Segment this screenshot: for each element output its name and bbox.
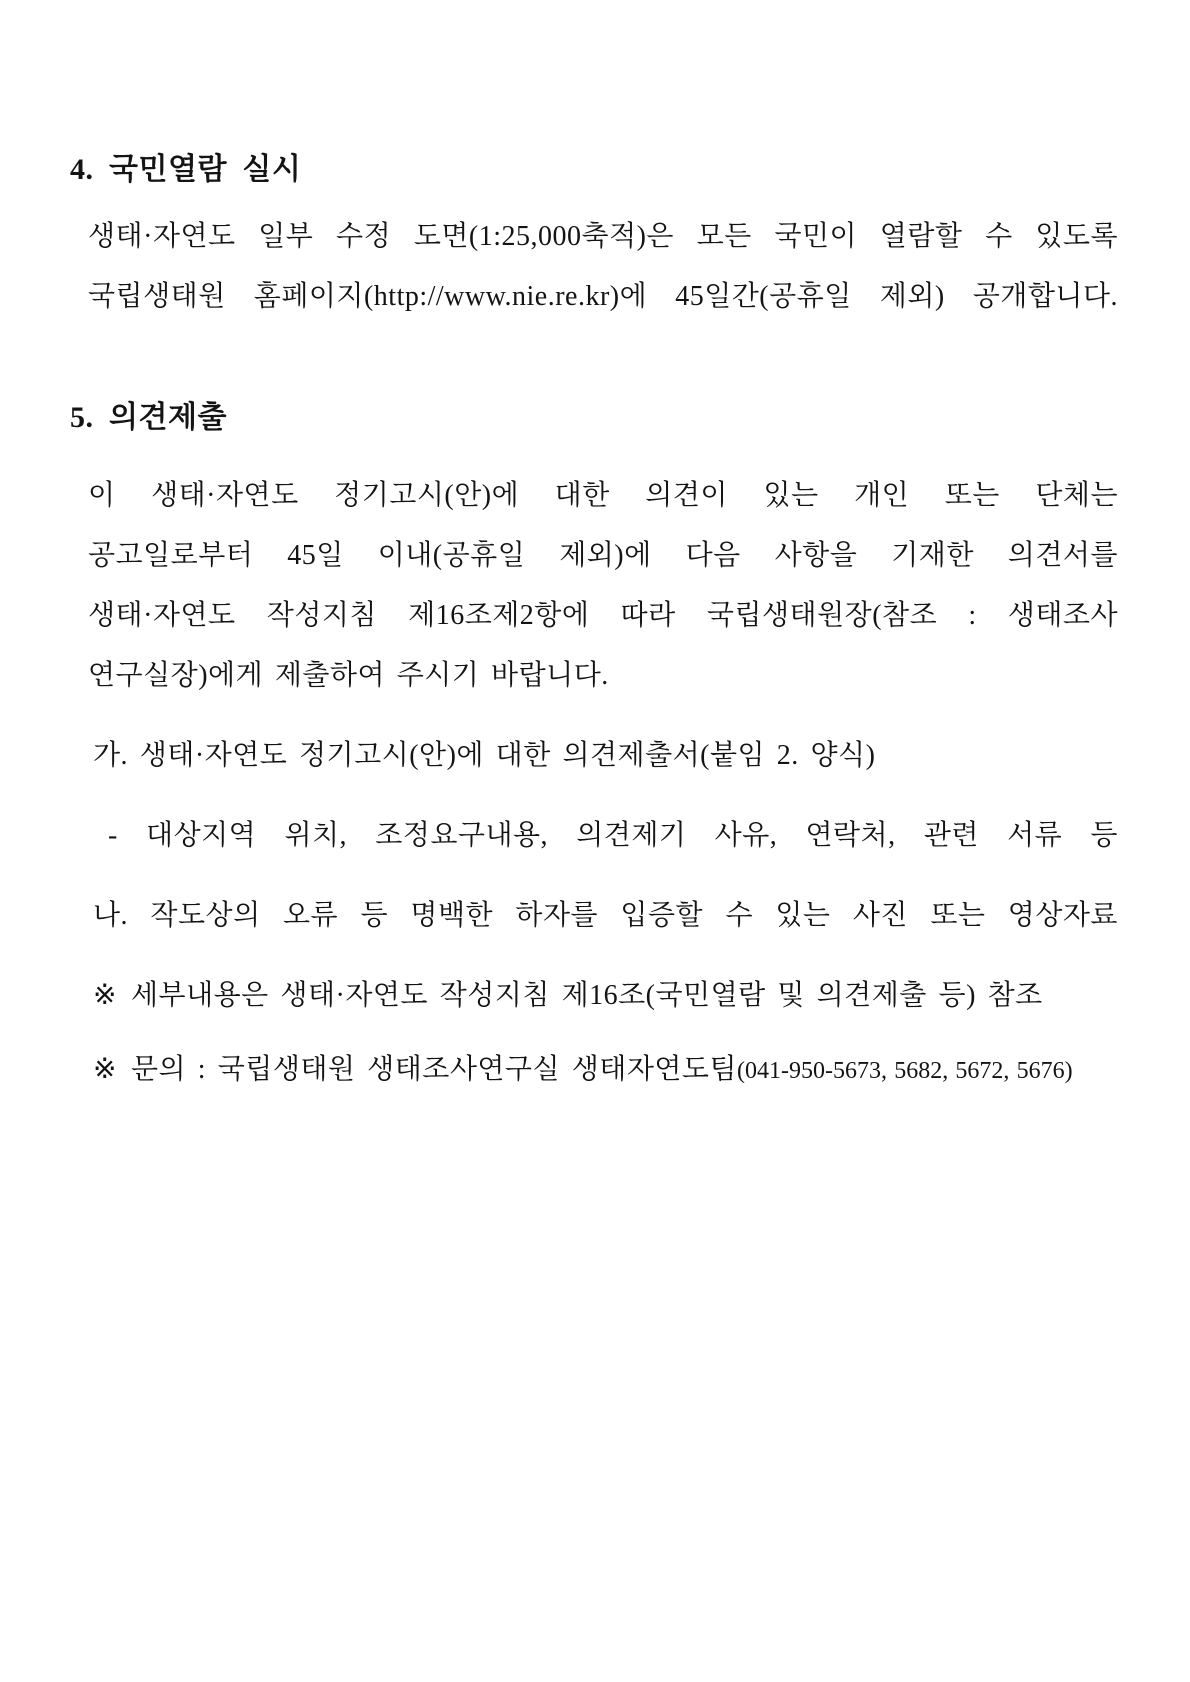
note-contact (93, 1048, 1118, 1093)
paragraph-line: 이 생태·자연도 정기고시(안)에 대한 의견이 있는 개인 또는 단체는 (88, 480, 1118, 511)
section-opinion-submission (70, 396, 1118, 1093)
reference-mark-icon: ※ (93, 1054, 117, 1085)
reference-mark-icon: ※ (93, 980, 117, 1011)
paragraph-line: 공고일로부터 45일 이내(공휴일 제외)에 다음 사항을 기재한 의견서를 (88, 540, 1118, 571)
list-item-dash: - 대상지역 위치, 조정요구내용, 의견제기 사유, 연락처, 관련 서류 등 (108, 820, 1118, 851)
section-4-paragraph (88, 207, 1118, 327)
section-public-viewing (70, 148, 1118, 327)
note-detail-reference (93, 974, 1118, 1018)
section-5-paragraph (88, 466, 1118, 706)
section-4-heading: 4. 국민열람 실시 (70, 153, 302, 186)
paragraph-line: 연구실장)에게 제출하여 주시기 바랍니다. (88, 660, 609, 691)
paragraph-line: 생태·자연도 일부 수정 도면(1:25,000축적)은 모든 국민이 열람할 수 있도록 (88, 221, 1118, 252)
contact-phone-numbers: (041-950-5673, 5682, 5672, 5676) (737, 1058, 1073, 1084)
paragraph-line: 국립생태원 홈페이지(http://www.nie.re.kr)에 45일간(공휴일 제외) 공개합니다. (88, 281, 1118, 312)
note-text: 문의 : 국립생태원 생태조사연구실 생태자연도팀 (130, 1054, 738, 1085)
note-text: 세부내용은 생태·자연도 작성지침 제16조(국민열람 및 의견제출 등) 참조 (130, 980, 1043, 1011)
section-5-heading: 5. 의견제출 (70, 401, 227, 434)
paragraph-line: 생태·자연도 작성지침 제16조제2항에 따라 국립생태원장(참조 : 생태조사 (88, 600, 1118, 631)
list-item-ga: 가. 생태·자연도 정기고시(안)에 대한 의견제출서(붙임 2. 양식) (93, 740, 876, 771)
list-item-na: 나. 작도상의 오류 등 명백한 하자를 입증할 수 있는 사진 또는 영상자료 (93, 900, 1118, 931)
